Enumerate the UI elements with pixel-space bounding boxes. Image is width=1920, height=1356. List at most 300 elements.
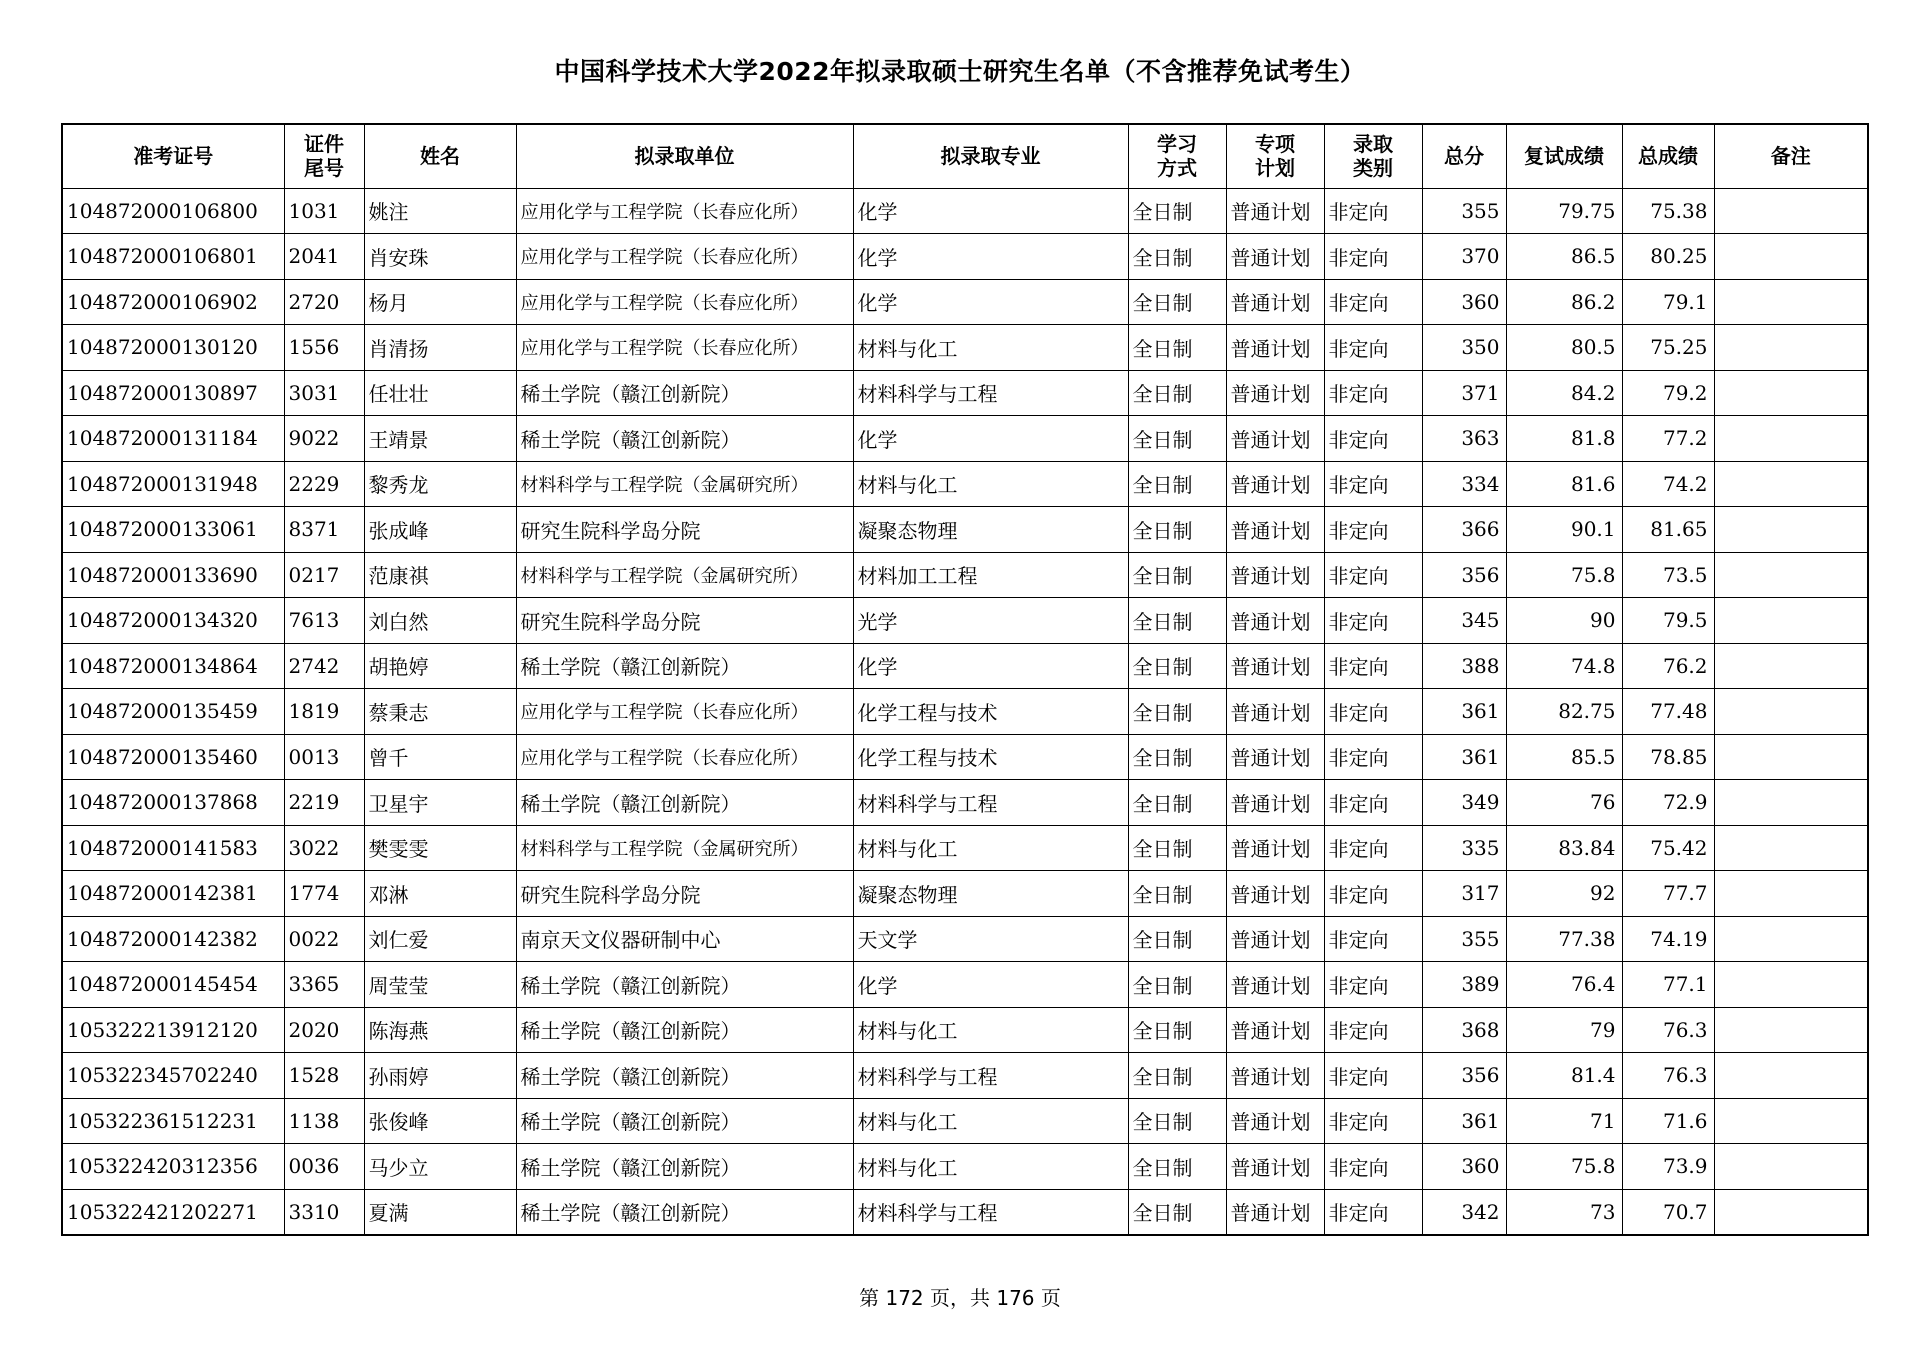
table-cell: 1528 (284, 1053, 364, 1099)
table-cell: 全日制 (1128, 734, 1226, 780)
table-cell: 2742 (284, 643, 364, 689)
table-cell: 317 (1422, 871, 1506, 917)
table-cell: 杨月 (364, 279, 516, 325)
table-cell: 材料科学与工程学院（金属研究所） (516, 461, 853, 507)
column-header: 拟录取单位 (516, 124, 853, 188)
table-cell: 104872000106800 (62, 188, 284, 234)
header-row (62, 124, 1868, 188)
table-cell: 非定向 (1324, 1144, 1422, 1190)
table-cell: 92 (1506, 871, 1622, 917)
table-cell: 普通计划 (1226, 689, 1324, 735)
table-cell: 全日制 (1128, 825, 1226, 871)
table-cell: 104872000106801 (62, 234, 284, 280)
table-cell: 71 (1506, 1098, 1622, 1144)
table-cell: 化学工程与技术 (853, 734, 1128, 780)
table-cell: 范康祺 (364, 552, 516, 598)
table-cell: 104872000133690 (62, 552, 284, 598)
table-cell: 材料与化工 (853, 825, 1128, 871)
table-row (62, 734, 1868, 780)
table-cell: 普通计划 (1226, 825, 1324, 871)
table-cell: 全日制 (1128, 780, 1226, 826)
table-row (62, 461, 1868, 507)
table-cell: 非定向 (1324, 734, 1422, 780)
table-cell: 邓淋 (364, 871, 516, 917)
table-cell: 全日制 (1128, 552, 1226, 598)
table-cell: 105322421202271 (62, 1189, 284, 1235)
table-cell: 104872000135460 (62, 734, 284, 780)
table-cell: 非定向 (1324, 370, 1422, 416)
table-cell: 78.85 (1622, 734, 1714, 780)
table-cell: 刘白然 (364, 598, 516, 644)
table-cell: 84.2 (1506, 370, 1622, 416)
table-cell: 77.7 (1622, 871, 1714, 917)
table-cell: 81.8 (1506, 416, 1622, 462)
table-cell: 孙雨婷 (364, 1053, 516, 1099)
table-cell: 非定向 (1324, 689, 1422, 735)
page-title: 中国科学技术大学2022年拟录取硕士研究生名单（不含推荐免试考生） (554, 57, 1366, 86)
table-cell: 342 (1422, 1189, 1506, 1235)
table-cell: 104872000130120 (62, 325, 284, 371)
table-row (62, 780, 1868, 826)
table-cell: 非定向 (1324, 416, 1422, 462)
table-cell: 普通计划 (1226, 734, 1324, 780)
table-cell (1714, 416, 1868, 462)
table-cell: 全日制 (1128, 1098, 1226, 1144)
table-cell: 材料与化工 (853, 1098, 1128, 1144)
table-cell: 材料与化工 (853, 1007, 1128, 1053)
table-cell: 材料科学与工程 (853, 370, 1128, 416)
table-row (62, 871, 1868, 917)
table-cell (1714, 370, 1868, 416)
table-cell: 天文学 (853, 916, 1128, 962)
table-cell: 76.4 (1506, 962, 1622, 1008)
table-cell: 86.2 (1506, 279, 1622, 325)
table-row (62, 962, 1868, 1008)
table-cell: 1556 (284, 325, 364, 371)
table-cell: 非定向 (1324, 1189, 1422, 1235)
table-cell: 77.38 (1506, 916, 1622, 962)
table-cell: 355 (1422, 916, 1506, 962)
table-cell: 全日制 (1128, 916, 1226, 962)
table-row (62, 416, 1868, 462)
table-cell: 张俊峰 (364, 1098, 516, 1144)
table-cell (1714, 507, 1868, 553)
table-cell: 71.6 (1622, 1098, 1714, 1144)
table-cell: 356 (1422, 552, 1506, 598)
table-cell: 胡艳婷 (364, 643, 516, 689)
table-cell: 应用化学与工程学院（长春应化所） (516, 279, 853, 325)
table-cell: 全日制 (1128, 1007, 1226, 1053)
table-row (62, 370, 1868, 416)
table-row (62, 825, 1868, 871)
table-row (62, 1007, 1868, 1053)
table-cell (1714, 234, 1868, 280)
table-cell: 76 (1506, 780, 1622, 826)
table-cell: 334 (1422, 461, 1506, 507)
table-cell: 稀土学院（赣江创新院） (516, 416, 853, 462)
table-cell: 姚注 (364, 188, 516, 234)
table-cell: 稀土学院（赣江创新院） (516, 1144, 853, 1190)
table-cell: 3310 (284, 1189, 364, 1235)
table-cell: 稀土学院（赣江创新院） (516, 643, 853, 689)
table-cell: 化学 (853, 416, 1128, 462)
table-cell: 76.2 (1622, 643, 1714, 689)
table-cell: 79 (1506, 1007, 1622, 1053)
table-cell: 75.25 (1622, 325, 1714, 371)
table-cell: 77.48 (1622, 689, 1714, 735)
table-cell: 3022 (284, 825, 364, 871)
table-cell: 361 (1422, 734, 1506, 780)
table-cell: 材料加工工程 (853, 552, 1128, 598)
table-cell: 南京天文仪器研制中心 (516, 916, 853, 962)
table-row (62, 1189, 1868, 1235)
table-cell: 345 (1422, 598, 1506, 644)
table-cell: 0036 (284, 1144, 364, 1190)
table-cell: 2041 (284, 234, 364, 280)
table-cell: 389 (1422, 962, 1506, 1008)
table-cell: 马少立 (364, 1144, 516, 1190)
table-cell: 90 (1506, 598, 1622, 644)
table-cell: 樊雯雯 (364, 825, 516, 871)
table-cell: 稀土学院（赣江创新院） (516, 780, 853, 826)
table-cell: 86.5 (1506, 234, 1622, 280)
table-cell: 普通计划 (1226, 416, 1324, 462)
table-cell: 材料科学与工程 (853, 1053, 1128, 1099)
table-cell: 非定向 (1324, 188, 1422, 234)
table-cell: 104872000142382 (62, 916, 284, 962)
table-cell: 全日制 (1128, 1053, 1226, 1099)
table-cell (1714, 780, 1868, 826)
table-cell: 79.1 (1622, 279, 1714, 325)
column-header: 总分 (1422, 124, 1506, 188)
table-row (62, 325, 1868, 371)
table-cell: 335 (1422, 825, 1506, 871)
table-cell: 普通计划 (1226, 325, 1324, 371)
table-cell (1714, 916, 1868, 962)
table-cell: 105322345702240 (62, 1053, 284, 1099)
table-cell: 光学 (853, 598, 1128, 644)
table-row (62, 598, 1868, 644)
table-cell: 普通计划 (1226, 507, 1324, 553)
table-cell: 82.75 (1506, 689, 1622, 735)
table-row (62, 234, 1868, 280)
table-cell (1714, 1189, 1868, 1235)
table-cell: 卫星宇 (364, 780, 516, 826)
table-cell: 全日制 (1128, 871, 1226, 917)
table-cell: 王靖景 (364, 416, 516, 462)
table-row (62, 1144, 1868, 1190)
table-cell: 104872000130897 (62, 370, 284, 416)
table-cell: 应用化学与工程学院（长春应化所） (516, 689, 853, 735)
table-cell: 非定向 (1324, 1098, 1422, 1144)
table-cell: 陈海燕 (364, 1007, 516, 1053)
table-cell: 凝聚态物理 (853, 871, 1128, 917)
table-cell: 8371 (284, 507, 364, 553)
table-cell: 蔡秉志 (364, 689, 516, 735)
table-row (62, 552, 1868, 598)
table-cell: 1774 (284, 871, 364, 917)
table-cell: 3365 (284, 962, 364, 1008)
table-cell (1714, 871, 1868, 917)
table-cell: 2020 (284, 1007, 364, 1053)
table-cell: 普通计划 (1226, 916, 1324, 962)
table-cell: 356 (1422, 1053, 1506, 1099)
table-row (62, 1098, 1868, 1144)
table-cell: 张成峰 (364, 507, 516, 553)
table-cell: 75.8 (1506, 552, 1622, 598)
table-cell: 2720 (284, 279, 364, 325)
table-row (62, 916, 1868, 962)
table-cell: 化学 (853, 962, 1128, 1008)
table-cell: 材料与化工 (853, 1144, 1128, 1190)
table-cell: 稀土学院（赣江创新院） (516, 1053, 853, 1099)
column-header: 复试成绩 (1506, 124, 1622, 188)
table-cell: 普通计划 (1226, 780, 1324, 826)
table-cell: 1031 (284, 188, 364, 234)
table-cell: 76.3 (1622, 1053, 1714, 1099)
column-header: 录取类别 (1324, 124, 1422, 188)
table-cell: 104872000135459 (62, 689, 284, 735)
table-cell: 非定向 (1324, 325, 1422, 371)
table-body (62, 188, 1868, 1235)
table-cell: 370 (1422, 234, 1506, 280)
table-cell: 非定向 (1324, 279, 1422, 325)
table-cell: 稀土学院（赣江创新院） (516, 1189, 853, 1235)
table-cell: 全日制 (1128, 234, 1226, 280)
table-cell: 普通计划 (1226, 1098, 1324, 1144)
table-cell (1714, 325, 1868, 371)
table-cell: 曾千 (364, 734, 516, 780)
table-cell: 74.8 (1506, 643, 1622, 689)
table-cell: 104872000131948 (62, 461, 284, 507)
table-cell: 0022 (284, 916, 364, 962)
table-cell: 非定向 (1324, 598, 1422, 644)
table-cell: 非定向 (1324, 234, 1422, 280)
table-cell: 普通计划 (1226, 1007, 1324, 1053)
table-cell: 非定向 (1324, 871, 1422, 917)
table-cell: 材料科学与工程学院（金属研究所） (516, 552, 853, 598)
table-cell: 90.1 (1506, 507, 1622, 553)
table-cell: 349 (1422, 780, 1506, 826)
table-cell: 全日制 (1128, 1144, 1226, 1190)
table-cell: 全日制 (1128, 370, 1226, 416)
table-row (62, 188, 1868, 234)
table-cell (1714, 825, 1868, 871)
table-cell: 361 (1422, 689, 1506, 735)
table-cell: 81.65 (1622, 507, 1714, 553)
table-cell: 9022 (284, 416, 364, 462)
table-cell: 化学 (853, 643, 1128, 689)
table-cell: 应用化学与工程学院（长春应化所） (516, 734, 853, 780)
table-cell (1714, 1144, 1868, 1190)
table-cell: 普通计划 (1226, 188, 1324, 234)
table-cell: 104872000145454 (62, 962, 284, 1008)
table-cell (1714, 643, 1868, 689)
table-cell (1714, 188, 1868, 234)
table-cell: 81.6 (1506, 461, 1622, 507)
table-cell: 75.42 (1622, 825, 1714, 871)
table-cell: 83.84 (1506, 825, 1622, 871)
admission-table (61, 123, 1869, 1236)
column-header: 姓名 (364, 124, 516, 188)
table-cell: 研究生院科学岛分院 (516, 598, 853, 644)
table-cell (1714, 461, 1868, 507)
table-cell: 稀土学院（赣江创新院） (516, 962, 853, 1008)
table-header (62, 124, 1868, 188)
table-cell: 80.5 (1506, 325, 1622, 371)
table-cell (1714, 1098, 1868, 1144)
column-header: 准考证号 (62, 124, 284, 188)
table-cell: 350 (1422, 325, 1506, 371)
table-cell: 非定向 (1324, 643, 1422, 689)
table-cell: 全日制 (1128, 461, 1226, 507)
table-cell: 全日制 (1128, 689, 1226, 735)
table-cell: 非定向 (1324, 552, 1422, 598)
table-cell: 普通计划 (1226, 234, 1324, 280)
table-cell: 非定向 (1324, 780, 1422, 826)
table-cell: 稀土学院（赣江创新院） (516, 1098, 853, 1144)
table-cell: 363 (1422, 416, 1506, 462)
page-footer: 第 172 页，共 176 页 (859, 1286, 1061, 1310)
table-cell (1714, 1053, 1868, 1099)
table-cell: 104872000134320 (62, 598, 284, 644)
table-cell: 105322361512231 (62, 1098, 284, 1144)
table-cell: 材料科学与工程学院（金属研究所） (516, 825, 853, 871)
table-cell: 任壮壮 (364, 370, 516, 416)
table-cell: 普通计划 (1226, 871, 1324, 917)
column-header: 拟录取专业 (853, 124, 1128, 188)
table-cell: 稀土学院（赣江创新院） (516, 1007, 853, 1053)
table-cell: 7613 (284, 598, 364, 644)
table-cell: 全日制 (1128, 416, 1226, 462)
table-cell: 研究生院科学岛分院 (516, 507, 853, 553)
table-row (62, 507, 1868, 553)
table-cell: 全日制 (1128, 1189, 1226, 1235)
table-cell: 化学工程与技术 (853, 689, 1128, 735)
table-cell: 应用化学与工程学院（长春应化所） (516, 188, 853, 234)
table-cell: 74.19 (1622, 916, 1714, 962)
table-cell: 1819 (284, 689, 364, 735)
table-cell: 73 (1506, 1189, 1622, 1235)
table-cell: 2219 (284, 780, 364, 826)
table-cell: 371 (1422, 370, 1506, 416)
table-cell: 全日制 (1128, 279, 1226, 325)
table-cell: 2229 (284, 461, 364, 507)
table-cell: 肖安珠 (364, 234, 516, 280)
table-cell: 普通计划 (1226, 552, 1324, 598)
table-cell: 0013 (284, 734, 364, 780)
table-cell (1714, 1007, 1868, 1053)
table-cell: 74.2 (1622, 461, 1714, 507)
column-header: 总成绩 (1622, 124, 1714, 188)
table-row (62, 1053, 1868, 1099)
table-cell: 70.7 (1622, 1189, 1714, 1235)
table-cell: 1138 (284, 1098, 364, 1144)
table-cell: 104872000141583 (62, 825, 284, 871)
table-cell: 73.9 (1622, 1144, 1714, 1190)
table-cell: 3031 (284, 370, 364, 416)
table-cell: 非定向 (1324, 962, 1422, 1008)
table-cell: 全日制 (1128, 507, 1226, 553)
table-cell: 0217 (284, 552, 364, 598)
table-cell: 材料科学与工程 (853, 1189, 1128, 1235)
table-cell: 应用化学与工程学院（长春应化所） (516, 325, 853, 371)
table-cell: 周莹莹 (364, 962, 516, 1008)
table-cell: 368 (1422, 1007, 1506, 1053)
table-cell: 79.2 (1622, 370, 1714, 416)
table-cell: 肖清扬 (364, 325, 516, 371)
table-cell: 79.5 (1622, 598, 1714, 644)
table-cell: 普通计划 (1226, 1189, 1324, 1235)
table-cell: 104872000137868 (62, 780, 284, 826)
table-row (62, 279, 1868, 325)
table-cell: 77.1 (1622, 962, 1714, 1008)
table-cell: 非定向 (1324, 916, 1422, 962)
table-cell: 普通计划 (1226, 962, 1324, 1008)
table-cell: 非定向 (1324, 825, 1422, 871)
table-cell: 非定向 (1324, 1053, 1422, 1099)
table-cell: 全日制 (1128, 962, 1226, 1008)
table-cell: 普通计划 (1226, 1053, 1324, 1099)
table-cell: 非定向 (1324, 1007, 1422, 1053)
table-cell: 稀土学院（赣江创新院） (516, 370, 853, 416)
table-cell: 104872000106902 (62, 279, 284, 325)
table-cell (1714, 279, 1868, 325)
table-cell: 化学 (853, 188, 1128, 234)
table-cell: 非定向 (1324, 507, 1422, 553)
table-cell: 全日制 (1128, 188, 1226, 234)
table-cell: 凝聚态物理 (853, 507, 1128, 553)
table-cell: 73.5 (1622, 552, 1714, 598)
table-cell: 79.75 (1506, 188, 1622, 234)
table-cell: 80.25 (1622, 234, 1714, 280)
table-row (62, 689, 1868, 735)
table-cell: 材料科学与工程 (853, 780, 1128, 826)
table-row (62, 643, 1868, 689)
table-cell: 材料与化工 (853, 461, 1128, 507)
table-cell: 361 (1422, 1098, 1506, 1144)
table-cell: 105322213912120 (62, 1007, 284, 1053)
table-cell: 104872000133061 (62, 507, 284, 553)
table-cell: 普通计划 (1226, 598, 1324, 644)
table-cell: 研究生院科学岛分院 (516, 871, 853, 917)
table-cell (1714, 552, 1868, 598)
table-cell: 85.5 (1506, 734, 1622, 780)
table-cell: 81.4 (1506, 1053, 1622, 1099)
table-cell: 全日制 (1128, 598, 1226, 644)
table-cell: 105322420312356 (62, 1144, 284, 1190)
table-cell: 刘仁爱 (364, 916, 516, 962)
column-header: 专项计划 (1226, 124, 1324, 188)
table-cell: 化学 (853, 279, 1128, 325)
table-cell: 黎秀龙 (364, 461, 516, 507)
table-cell: 77.2 (1622, 416, 1714, 462)
table-cell: 75.8 (1506, 1144, 1622, 1190)
table-cell: 104872000131184 (62, 416, 284, 462)
table-cell: 72.9 (1622, 780, 1714, 826)
table-cell: 全日制 (1128, 325, 1226, 371)
table-cell: 化学 (853, 234, 1128, 280)
table-cell: 夏满 (364, 1189, 516, 1235)
table-cell: 104872000142381 (62, 871, 284, 917)
table-cell: 应用化学与工程学院（长春应化所） (516, 234, 853, 280)
table-cell: 104872000134864 (62, 643, 284, 689)
table-cell (1714, 734, 1868, 780)
table-cell: 360 (1422, 1144, 1506, 1190)
column-header: 证件尾号 (284, 124, 364, 188)
table-cell (1714, 598, 1868, 644)
table-cell: 普通计划 (1226, 1144, 1324, 1190)
